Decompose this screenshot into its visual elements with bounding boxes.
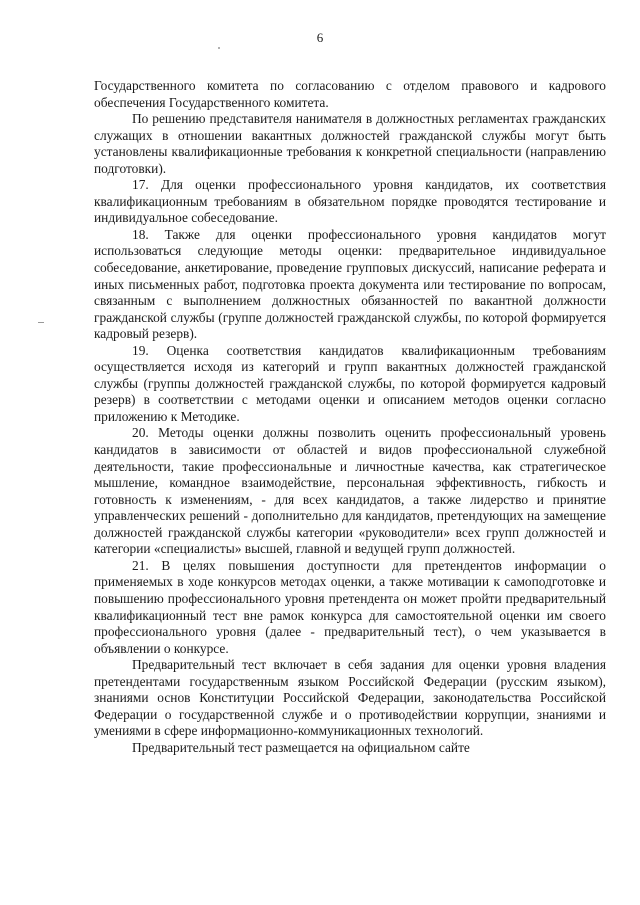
margin-mark xyxy=(38,322,44,323)
paragraph-item-17: 17. Для оценки профессионального уровня кандидатов, их соответствия квалификационным требованиям в обязательном порядке проводятся тестирование и индивидуальное собеседование. xyxy=(94,177,606,226)
paragraph-item-18: 18. Также для оценки профессионального уровня кандидатов могут использоваться следующие методы оценки: предварительное индивидуальное собеседование, анкетирование, проведение групповых дискуссий, написание реферата и иных письменных работ, подготовка проекта документа или тестирование по вопросам, связанным с выполнением должностных обязанностей по вакантной должности гражданской службы (группе должностей гражданской службы, по которой формируется кадровый резерв). xyxy=(94,226,606,342)
scan-speck xyxy=(218,47,220,49)
paragraph-item-19: 19. Оценка соответствия кандидатов квалификационным требованиям осуществляется исходя из категорий и групп вакантных должностей гражданской службы (группы должностей гражданской службы, по которой формируется кадровый резерв) в соответствии с методами оценки и описанием методов оценки согласно приложению к Методике. xyxy=(94,342,606,424)
paragraph-item-20: 20. Методы оценки должны позволить оценить профессиональный уровень кандидатов в зависимости от областей и видов профессиональной служебной деятельности, такие профессиональные и личностные качества, как стратегическое мышление, командное взаимодействие, персональная эффективность, гибкость и готовность к изменениям, - для всех кандидатов, а также лидерство и принятие управленческих решений - дополнительно для кандидатов, претендующих на замещение должностей гражданской службы категории «руководители» всех групп должностей и категории «специалисты» высшей, главной и ведущей групп должностей. xyxy=(94,425,606,557)
paragraph: По решению представителя нанимателя в должностных регламентах гражданских служащих в отношении вакантных должностей гражданской службы могут быть установлены квалификационные требования к конкретной специальности (направлению подготовки). xyxy=(94,111,606,176)
paragraph-continuation: Государственного комитета по согласованию с отделом правового и кадрового обеспечения Государственного комитета. xyxy=(94,78,606,110)
paragraph-item-21: 21. В целях повышения доступности для претендентов информации о применяемых в ходе конкурсов методах оценки, а также мотивации к самоподготовке и повышению профессионального уровня претендента он может пройти предварительный квалификационный тест вне рамок конкурса для самостоятельной оценки им своего профессионального уровня (далее - предварительный тест), о чем указывается в объявлении о конкурсе. xyxy=(94,557,606,656)
paragraph: Предварительный тест размещается на официальном сайте xyxy=(132,739,470,755)
page-number: 6 xyxy=(316,30,324,45)
paragraph: Предварительный тест включает в себя задания для оценки уровня владения претендентами государственным языком Российской Федерации (русским языком), знаниями основ Конституции Российской Федерации, законодательства Российской Федерации о государственной службе и о противодействии коррупции, знаниями и умениями в сфере информационно-коммуникационных технологий. xyxy=(94,657,606,739)
document-body xyxy=(94,78,606,756)
